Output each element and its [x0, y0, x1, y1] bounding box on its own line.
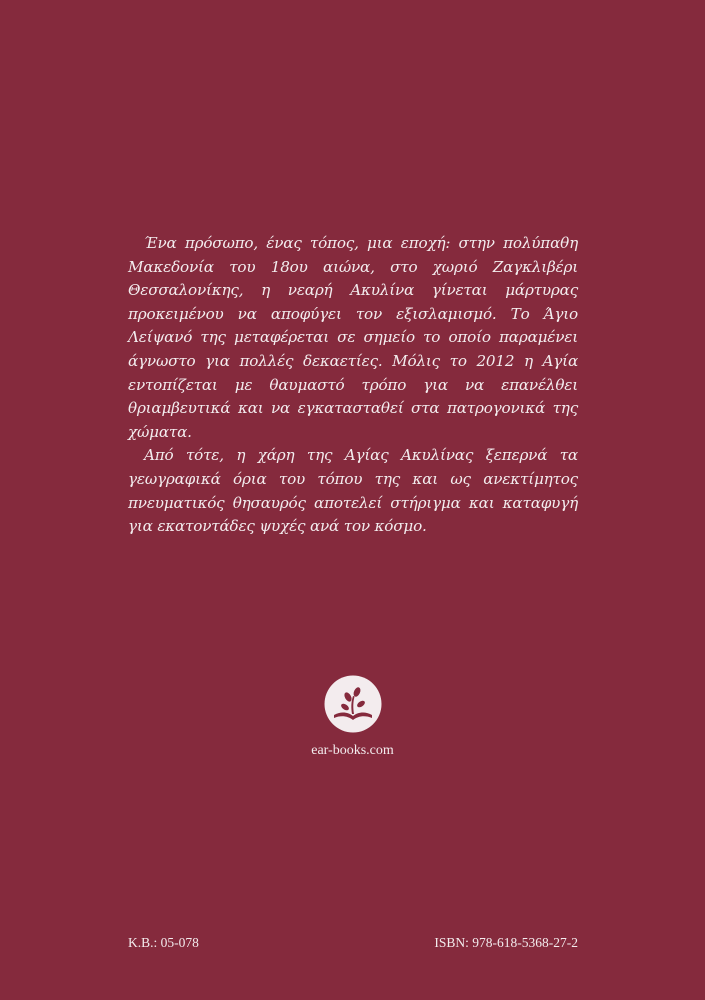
blurb-paragraph-1: Ένα πρόσωπο, ένας τόπος, μια εποχή: στην πολύπαθη Μακεδονία του 18ου αιώνα, στο χωριό Ζαγκλιβέρι Θεσσαλονίκης, η νεαρή Ακυλίνα γίνεται μάρτυρας προκειμένου να αποφύγει τον εξισλαμισμό. Το Άγιο Λείψανό της μεταφέρεται σε σημείο το οποίο παραμένει άγνωστο για πολλές δεκαετίες. Μόλις το 2012 η Αγία εντοπίζεται με θαυμαστό τρόπο για να επανέλθει θριαμβευτικά και να εγκατασταθεί στα πατρογονικά της χώματα.: [128, 234, 578, 441]
isbn: ISBN: 978-618-5368-27-2: [434, 935, 578, 950]
book-sprout-logo-icon: [323, 672, 383, 736]
publisher-website: ear-books.com: [311, 743, 394, 758]
blurb-text: [128, 232, 578, 539]
kb-code: Κ.Β.: 05-078: [128, 935, 199, 950]
blurb-paragraph-2: Από τότε, η χάρη της Αγίας Ακυλίνας ξεπερνά τα γεωγραφικά όρια του τόπου της και ως ανεκτίμητος πνευματικός θησαυρός αποτελεί στήριγμα και καταφυγή για εκατοντάδες ψυχές ανά τον κόσμο.: [128, 446, 578, 536]
